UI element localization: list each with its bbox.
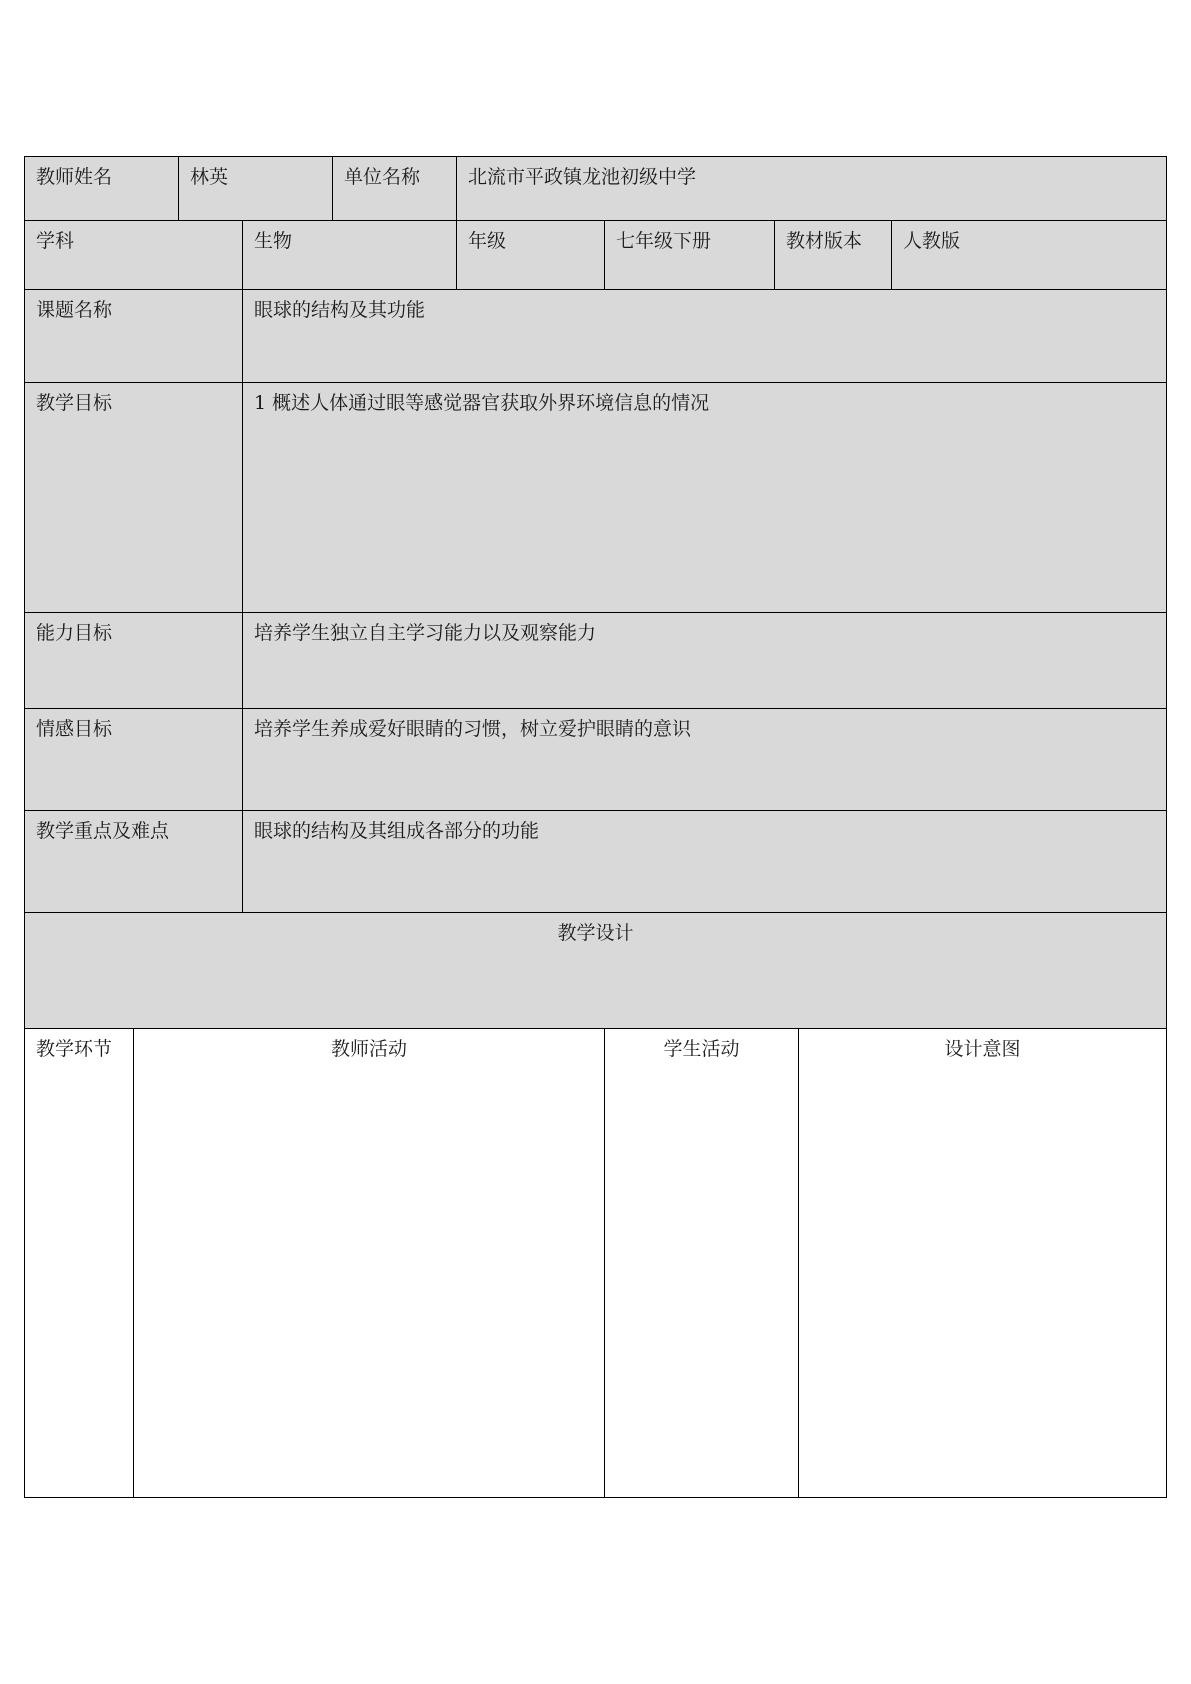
teaching-goal-value: 1 概述人体通过眼等感觉器官获取外界环境信息的情况 <box>242 382 1167 613</box>
key-points-value: 眼球的结构及其组成各部分的功能 <box>242 810 1167 913</box>
unit-name-value: 北流市平政镇龙池初级中学 <box>456 156 1167 221</box>
column-design-intent: 设计意图 <box>798 1028 1167 1498</box>
textbook-label: 教材版本 <box>774 220 892 290</box>
textbook-value: 人教版 <box>891 220 1167 290</box>
subject-label: 学科 <box>24 220 243 290</box>
teaching-goal-label: 教学目标 <box>24 382 243 613</box>
column-teaching-stage: 教学环节 <box>24 1028 134 1498</box>
column-teacher-activity: 教师活动 <box>133 1028 605 1498</box>
ability-goal-value: 培养学生独立自主学习能力以及观察能力 <box>242 612 1167 709</box>
teacher-name-value: 林英 <box>178 156 333 221</box>
emotion-goal-label: 情感目标 <box>24 708 243 811</box>
teacher-name-label: 教师姓名 <box>24 156 179 221</box>
grade-label: 年级 <box>456 220 605 290</box>
column-student-activity: 学生活动 <box>604 1028 799 1498</box>
topic-label: 课题名称 <box>24 289 243 383</box>
emotion-goal-value: 培养学生养成爱好眼睛的习惯，树立爱护眼睛的意识 <box>242 708 1167 811</box>
key-points-label: 教学重点及难点 <box>24 810 243 913</box>
topic-value: 眼球的结构及其功能 <box>242 289 1167 383</box>
unit-name-label: 单位名称 <box>332 156 457 221</box>
grade-value: 七年级下册 <box>604 220 775 290</box>
teaching-design-header: 教学设计 <box>24 912 1167 1029</box>
ability-goal-label: 能力目标 <box>24 612 243 709</box>
subject-value: 生物 <box>242 220 457 290</box>
